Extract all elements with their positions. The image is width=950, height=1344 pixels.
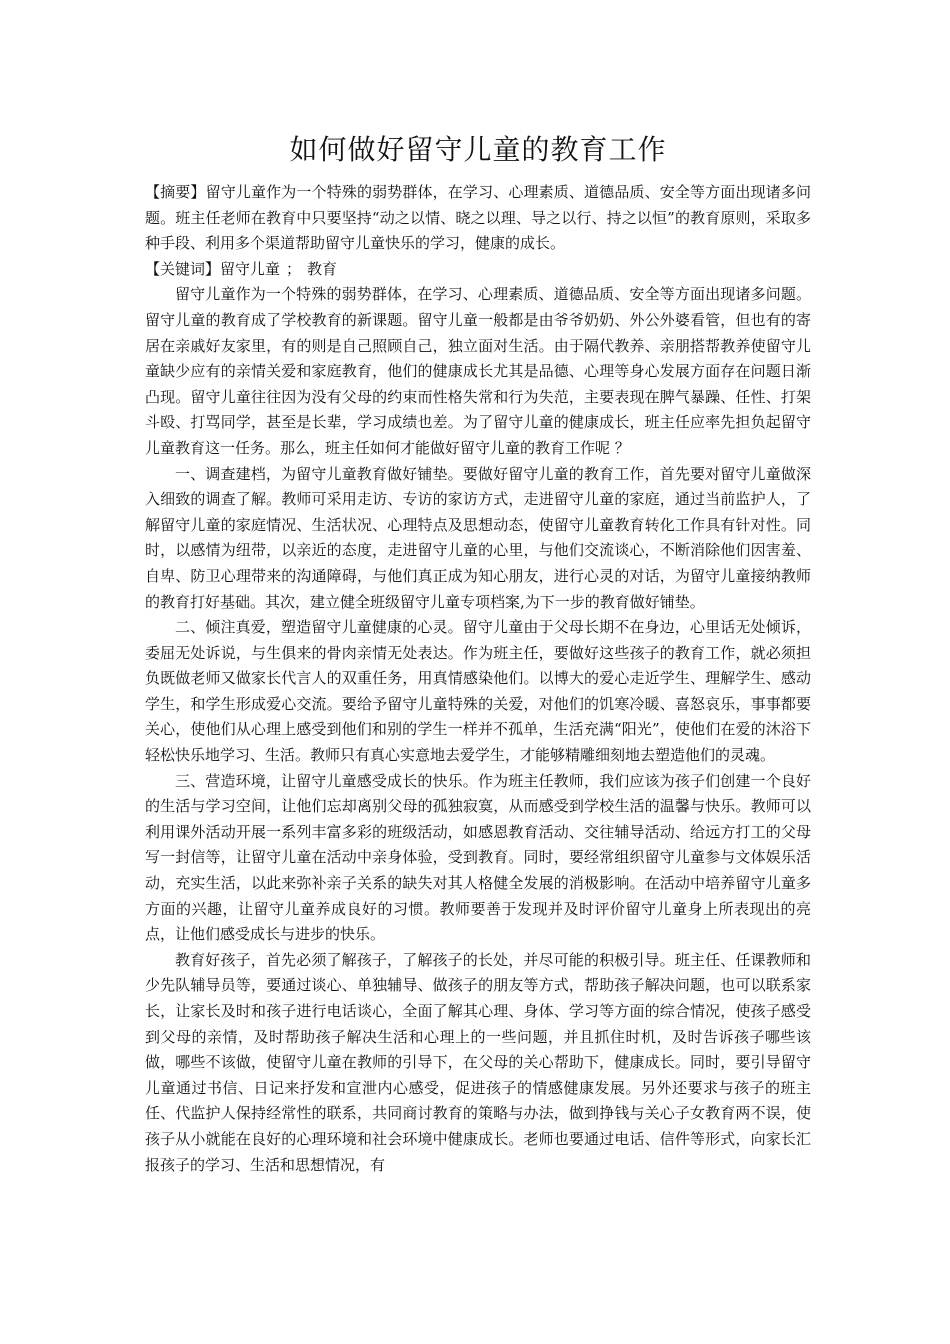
keywords-label: 【关键词】 — [145, 259, 221, 278]
keyword-item: 教育 — [307, 259, 338, 278]
abstract — [145, 180, 811, 257]
body-paragraph-intro: 留守儿童作为一个特殊的弱势群体，在学习、心理素质、道德品质、安全等方面出现诸多问题。留守儿童的教育成了学校教育的新课题。留守儿童一般都是由爷爷奶奶、外公外婆看管，但也有的寄居在亲戚好友家里，有的则是自己照顾自己，独立面对生活。由于隔代教养、亲朋搭帮教养使留守儿童缺少应有的亲情关爱和家庭教育，他们的健康成长尤其是品德、心理等身心发展方面存在问题日渐凸现。留守儿童往往因为没有父母的约束而性格失常和行为失范，主要表现在脾气暴躁、任性、打架斗殴、打骂同学，甚至是长辈，学习成绩也差。为了留守儿童的健康成长，班主任应率先担负起留守儿童教育这一任务。那么，班主任如何才能做好留守儿童的教育工作呢 ？ — [145, 285, 811, 457]
document-title: 如何做好留守儿童的教育工作 — [289, 133, 667, 166]
body-paragraph-section-2: 二、倾注真爱，塑造留守儿童健康的心灵。留守儿童由于父母长期不在身边，心里话无处倾诉，委屈无处诉说，与生俱来的骨肉亲情无处表达。作为班主任，要做好这些孩子的教育工作，就必须担负既做老师又做家长代言人的双重任务，用真情感染他们。以博大的爱心走近学生、理解学生、感动学生，和学生形成爱心交流。要给予留守儿童特殊的关爱，对他们的饥寒冷暖、喜怒哀乐，事事都要关心，使他们从心理上感受到他们和别的学生一样并不孤单，生活充满“阳光”，使他们在爱的沐浴下轻松快乐地学习、生活。教师只有真心实意地去爱学生，才能够精雕细刻地去塑造他们的灵魂。 — [145, 618, 811, 765]
abstract-label: 【摘要】 — [145, 183, 206, 201]
keyword-separator: ； — [286, 259, 302, 278]
abstract-text: 留守儿童作为一个特殊的弱势群体，在学习、心理素质、道德品质、安全等方面出现诸多问题。班主任老师在教育中只要坚持“动之以情、晓之以理、导之以行、持之以恒”的教育原则，采取多种手段、利用多个渠道帮助留守儿童快乐的学习，健康的成长。 — [145, 183, 811, 253]
keywords — [145, 257, 811, 283]
body-paragraph-continued: 教育好孩子，首先必须了解孩子，了解孩子的长处，并尽可能的积极引导。班主任、任课教师和少先队辅导员等，要通过谈心、单独辅导、做孩子的朋友等方式，帮助孩子解决问题，也可以联系家长，让家长及时和孩子进行电话谈心，全面了解其心理、身体、学习等方面的综合情况，使孩子感受到父母的亲情，及时帮助孩子解决生活和心理上的一些问题，并且抓住时机，及时告诉孩子哪些该做，哪些不该做，使留守儿童在教师的引导下，在父母的关心帮助下，健康成长。同时，要引导留守儿童通过书信、日记来抒发和宣泄内心感受，促进孩子的情感健康发展。另外还要求与孩子的班主任、代监护人保持经常性的联系，共同商讨教育的策略与办法，做到挣钱与关心子女教育两不误，使孩子从小就能在良好的心理环境和社会环境中健康成长。老师也要通过电话、信件等形式，向家长汇报孩子的学习、生活和思想情况，有 — [145, 950, 811, 1174]
keyword-item: 留守儿童 — [220, 259, 281, 278]
body-paragraph-section-3: 三、营造环境，让留守儿童感受成长的快乐。作为班主任教师，我们应该为孩子们创建一个良好的生活与学习空间，让他们忘却离别父母的孤独寂寞，从而感受到学校生活的温馨与快乐。教师可以利用课外活动开展一系列丰富多彩的班级活动，如感恩教育活动、交往辅导活动、给远方打工的父母写一封信等，让留守儿童在活动中亲身体验，受到教育。同时，要经常组织留守儿童参与文体娱乐活动，充实生活，以此来弥补亲子关系的缺失对其人格健全发展的消极影响。在活动中培养留守儿童多方面的兴趣，让留守儿童养成良好的习惯。教师要善于发现并及时评价留守儿童身上所表现出的亮点，让他们感受成长与进步的快乐。 — [145, 771, 811, 944]
document-page — [145, 128, 811, 1178]
body-paragraph-section-1: 一、调查建档，为留守儿童教育做好铺垫。要做好留守儿童的教育工作，首先要对留守儿童做深入细致的调查了解。教师可采用走访、专访的家访方式，走进留守儿童的家庭，通过当前监护人，了解留守儿童的家庭情况、生活状况、心理特点及思想动态，使留守儿童教育转化工作具有针对性。同时，以感情为纽带，以亲近的态度，走进留守儿童的心里，与他们交流谈心，不断消除他们因害羞、自卑、防卫心理带来的沟通障碍，与他们真正成为知心朋友，进行心灵的对话，为留守儿童接纳教师的教育打好基础。其次，建立健全班级留守儿童专项档案,为下一步的教育做好铺垫。 — [145, 464, 811, 611]
